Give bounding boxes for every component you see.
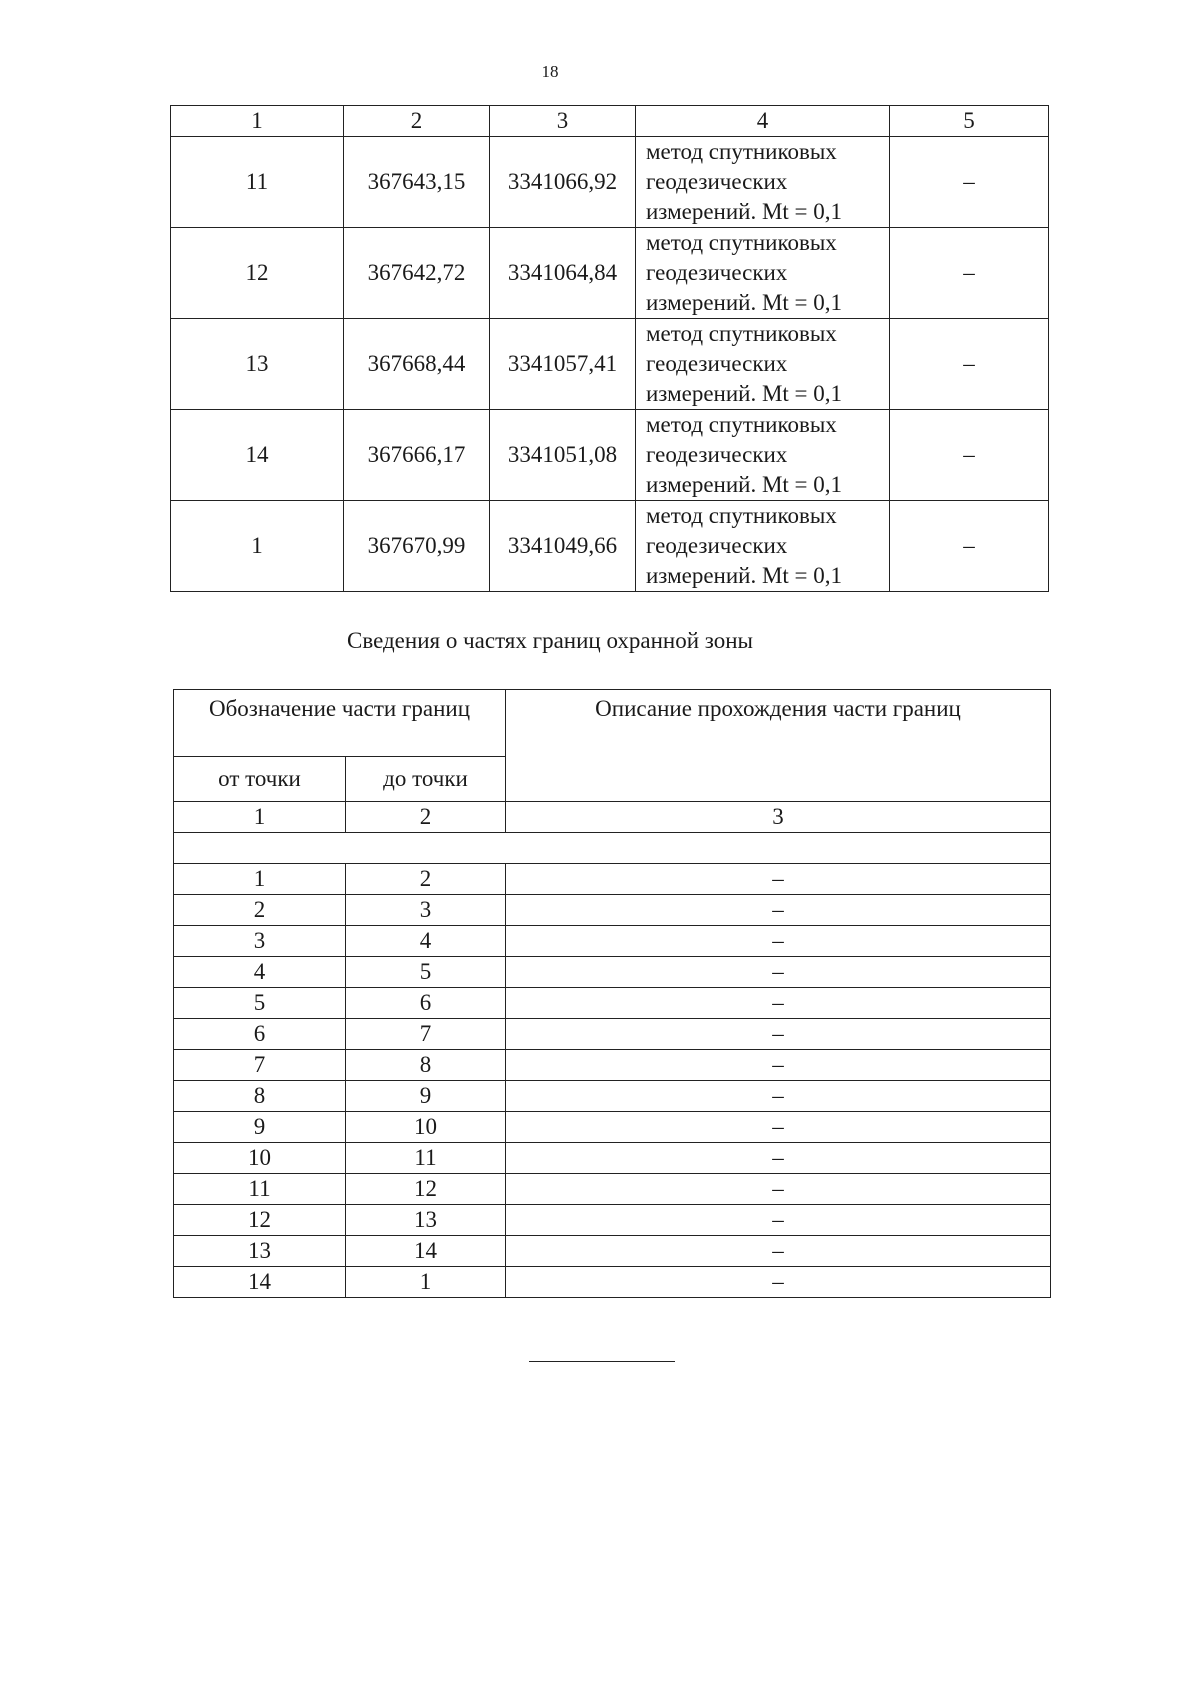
table-row xyxy=(174,1174,1051,1205)
table-row xyxy=(171,137,1049,228)
coordinate-y: 3341057,41 xyxy=(490,319,636,410)
part-description: – xyxy=(506,1019,1051,1050)
column-number: 1 xyxy=(171,106,344,137)
point-number: 13 xyxy=(171,319,344,410)
from-point: 1 xyxy=(174,864,346,895)
coordinate-x: 367668,44 xyxy=(344,319,490,410)
page-number: 18 xyxy=(541,62,559,81)
part-description: – xyxy=(506,957,1051,988)
coordinate-x: 367643,15 xyxy=(344,137,490,228)
method-line: измерений. Mt = 0,1 xyxy=(646,381,843,406)
column-number: 3 xyxy=(506,802,1051,833)
table-row xyxy=(174,1236,1051,1267)
from-point: 9 xyxy=(174,1112,346,1143)
method-line: метод спутниковых xyxy=(646,139,837,164)
from-point: 8 xyxy=(174,1081,346,1112)
part-description: – xyxy=(506,1205,1051,1236)
from-point: 2 xyxy=(174,895,346,926)
to-point: 7 xyxy=(346,1019,506,1050)
from-point: 6 xyxy=(174,1019,346,1050)
method-description xyxy=(636,228,890,319)
part-description: – xyxy=(506,864,1051,895)
point-description: – xyxy=(890,228,1049,319)
method-line: метод спутниковых xyxy=(646,412,837,437)
from-point: 12 xyxy=(174,1205,346,1236)
table-row xyxy=(174,1050,1051,1081)
column-number: 3 xyxy=(490,106,636,137)
header-boundary-part: Обозначение части границ xyxy=(174,690,506,757)
end-rule xyxy=(529,1361,675,1362)
to-point: 2 xyxy=(346,864,506,895)
part-description: – xyxy=(506,926,1051,957)
coordinate-y: 3341051,08 xyxy=(490,410,636,501)
header-from-point: от точки xyxy=(174,757,346,802)
method-line: геодезических xyxy=(646,533,788,558)
empty-cell xyxy=(174,833,1051,864)
table-header-row xyxy=(174,690,1051,757)
part-description: – xyxy=(506,1050,1051,1081)
column-number: 4 xyxy=(636,106,890,137)
to-point: 3 xyxy=(346,895,506,926)
point-description: – xyxy=(890,501,1049,592)
point-number: 12 xyxy=(171,228,344,319)
method-line: измерений. Mt = 0,1 xyxy=(646,563,843,588)
from-point: 7 xyxy=(174,1050,346,1081)
coordinate-x: 367666,17 xyxy=(344,410,490,501)
coordinate-x: 367642,72 xyxy=(344,228,490,319)
table-row xyxy=(174,1205,1051,1236)
part-description: – xyxy=(506,1112,1051,1143)
method-line: геодезических xyxy=(646,169,788,194)
method-line: геодезических xyxy=(646,260,788,285)
table-row xyxy=(174,1081,1051,1112)
table-row xyxy=(171,501,1049,592)
coordinate-x: 367670,99 xyxy=(344,501,490,592)
table-row xyxy=(174,864,1051,895)
coordinate-y: 3341049,66 xyxy=(490,501,636,592)
section-title: Сведения о частях границ охранной зоны xyxy=(347,628,753,653)
to-point: 12 xyxy=(346,1174,506,1205)
table-row xyxy=(171,319,1049,410)
part-description: – xyxy=(506,1267,1051,1298)
column-number: 2 xyxy=(346,802,506,833)
method-description xyxy=(636,319,890,410)
table-header-row xyxy=(171,106,1049,137)
table-numbering-row xyxy=(174,802,1051,833)
boundary-parts-table xyxy=(173,689,1051,1298)
column-number: 5 xyxy=(890,106,1049,137)
method-line: метод спутниковых xyxy=(646,230,837,255)
from-point: 10 xyxy=(174,1143,346,1174)
part-description: – xyxy=(506,1143,1051,1174)
table-empty-row xyxy=(174,833,1051,864)
from-point: 3 xyxy=(174,926,346,957)
from-point: 11 xyxy=(174,1174,346,1205)
to-point: 9 xyxy=(346,1081,506,1112)
from-point: 14 xyxy=(174,1267,346,1298)
method-line: метод спутниковых xyxy=(646,503,837,528)
method-line: геодезических xyxy=(646,351,788,376)
table-row xyxy=(174,926,1051,957)
point-description: – xyxy=(890,319,1049,410)
table-row xyxy=(174,1112,1051,1143)
method-description xyxy=(636,137,890,228)
point-description: – xyxy=(890,137,1049,228)
column-number: 2 xyxy=(344,106,490,137)
point-number: 14 xyxy=(171,410,344,501)
to-point: 8 xyxy=(346,1050,506,1081)
to-point: 6 xyxy=(346,988,506,1019)
table-row xyxy=(174,988,1051,1019)
coordinates-table xyxy=(170,105,1049,592)
to-point: 11 xyxy=(346,1143,506,1174)
table-row xyxy=(174,1143,1051,1174)
to-point: 1 xyxy=(346,1267,506,1298)
table-row xyxy=(174,1019,1051,1050)
method-description xyxy=(636,410,890,501)
method-line: геодезических xyxy=(646,442,788,467)
to-point: 4 xyxy=(346,926,506,957)
coordinate-y: 3341064,84 xyxy=(490,228,636,319)
method-line: метод спутниковых xyxy=(646,321,837,346)
table-row xyxy=(171,410,1049,501)
point-number: 1 xyxy=(171,501,344,592)
part-description: – xyxy=(506,1236,1051,1267)
header-to-point: до точки xyxy=(346,757,506,802)
from-point: 13 xyxy=(174,1236,346,1267)
to-point: 14 xyxy=(346,1236,506,1267)
table-row xyxy=(171,228,1049,319)
table-row xyxy=(174,895,1051,926)
from-point: 5 xyxy=(174,988,346,1019)
coordinate-y: 3341066,92 xyxy=(490,137,636,228)
to-point: 13 xyxy=(346,1205,506,1236)
method-line: измерений. Mt = 0,1 xyxy=(646,472,843,497)
point-description: – xyxy=(890,410,1049,501)
table-row xyxy=(174,1267,1051,1298)
table-row xyxy=(174,957,1051,988)
point-number: 11 xyxy=(171,137,344,228)
method-line: измерений. Mt = 0,1 xyxy=(646,290,843,315)
part-description: – xyxy=(506,988,1051,1019)
from-point: 4 xyxy=(174,957,346,988)
to-point: 5 xyxy=(346,957,506,988)
method-description xyxy=(636,501,890,592)
to-point: 10 xyxy=(346,1112,506,1143)
column-number: 1 xyxy=(174,802,346,833)
part-description: – xyxy=(506,1174,1051,1205)
part-description: – xyxy=(506,895,1051,926)
header-description: Описание прохождения части границ xyxy=(506,690,1051,802)
method-line: измерений. Mt = 0,1 xyxy=(646,199,843,224)
part-description: – xyxy=(506,1081,1051,1112)
